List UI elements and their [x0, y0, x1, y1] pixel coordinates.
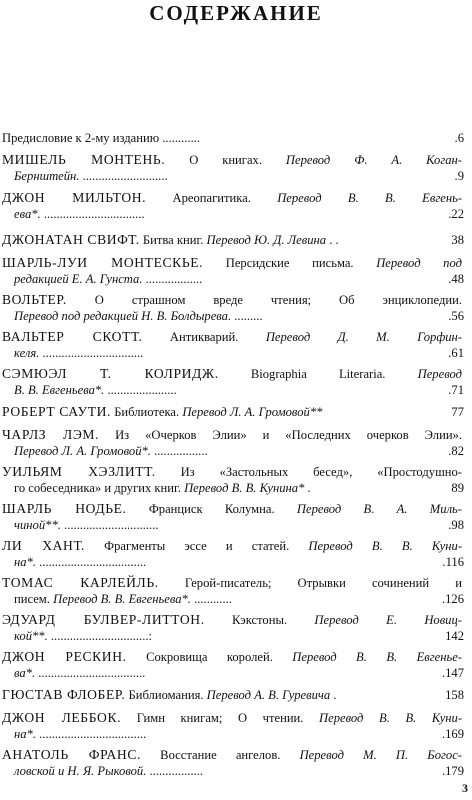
toc-entry-continuation [2, 628, 466, 644]
toc-page-number: 77 [447, 404, 464, 420]
toc-text: Фрагменты эссе и статей. [85, 539, 309, 553]
toc-text: ................. [150, 444, 208, 458]
toc-text: Ареопагитика. [146, 191, 278, 205]
toc-author: ЧАРЛЗ ЛЭМ. [2, 427, 100, 442]
toc-text: ................. [146, 764, 204, 778]
toc-entry [2, 130, 466, 146]
toc-text: го собеседника» и других книг. [14, 481, 185, 495]
toc-translator: Перевод В. В. Евгенье- [292, 650, 462, 664]
toc-entry-line [2, 649, 466, 665]
toc-entry-line [2, 152, 466, 168]
toc-text: Biographia Literaria. [218, 367, 418, 381]
page-title: СОДЕРЖАНИЕ [149, 1, 323, 25]
toc-author: ВАЛЬТЕР СКОТТ. [2, 329, 143, 344]
toc-translator: Перевод В. В. Евгеньева*. [53, 592, 191, 606]
toc-text: Из «Очерков Элии» и «Последних очерков Элии». [99, 428, 462, 442]
toc-translator: Перевод В. А. Миль- [296, 502, 462, 516]
toc-entry [2, 329, 466, 361]
toc-entry [2, 710, 466, 742]
toc-translator: Перевод М. П. Богос- [299, 748, 463, 762]
toc-entry-line [2, 427, 466, 443]
toc-text: ......... [231, 309, 263, 323]
toc-translator: Перевод под редакцией Н. В. Болдырева. [14, 309, 232, 323]
toc-entry-line [2, 501, 466, 517]
toc-entry-continuation [2, 271, 466, 287]
toc-translator: Перевод Ю. Д. Левина [206, 233, 327, 247]
toc-entry [2, 687, 466, 703]
toc-page-number: .22 [444, 206, 464, 222]
toc-text: .................................. [36, 727, 147, 741]
toc-text: Кэкстоны. [204, 613, 315, 627]
toc-page-number: .71 [444, 382, 464, 398]
toc-translator: Перевод Л. А. Громовой** [182, 405, 323, 419]
toc-entry-line [2, 404, 466, 420]
toc-text: ...................... [104, 383, 177, 397]
toc-entry [2, 255, 466, 287]
toc-entry-line [2, 747, 466, 763]
toc-entry-continuation [2, 168, 466, 184]
toc-entry-line [2, 190, 466, 206]
toc-author: ШАРЛЬ НОДЬЕ. [2, 501, 127, 516]
toc-author: ГЮСТАВ ФЛОБЕР. [2, 687, 126, 702]
toc-author: СЭМЮЭЛ Т. КОЛРИДЖ. [2, 366, 219, 381]
toc-entry-continuation [2, 665, 466, 681]
toc-author: ДЖОН МИЛЬТОН. [2, 190, 147, 205]
page-number: 3 [462, 781, 468, 795]
toc-translator: Перевод В. В. Куни- [308, 539, 463, 553]
toc-author: ДЖОН ЛЕББОК. [2, 710, 122, 725]
toc-translator: ва*. [14, 666, 36, 680]
toc-entry [2, 575, 466, 607]
toc-author: ЛИ ХАНТ. [2, 538, 86, 553]
toc-author: МИШЕЛЬ МОНТЕНЬ. [2, 152, 166, 167]
toc-page-number: .82 [444, 443, 464, 459]
toc-entry-continuation [2, 443, 466, 459]
toc-entry [2, 427, 466, 459]
toc-translator: ловской и Н. Я. Рыковой. [14, 764, 147, 778]
toc-page-number: 89 [447, 480, 464, 496]
toc-text: .............................. [60, 518, 159, 532]
toc-translator: Перевод В. В. Кунина* [184, 481, 305, 495]
toc-entry-line [2, 464, 466, 480]
toc-text: Сокровища королей. [126, 650, 293, 664]
toc-author: ЭДУАРД БУЛВЕР-ЛИТТОН. [2, 612, 205, 627]
toc-page-number: .179 [438, 763, 464, 779]
toc-page-number: .126 [438, 591, 464, 607]
toc-author: УИЛЬЯМ ХЭЗЛИТТ. [2, 464, 156, 479]
toc-translator: В. В. Евгеньева*. [14, 383, 105, 397]
toc-entry-line [2, 329, 466, 345]
toc-text: . [304, 481, 311, 495]
toc-text: Библиотека. [111, 405, 183, 419]
toc-page-number: .6 [451, 130, 464, 146]
toc-page-number: .147 [438, 665, 464, 681]
toc-translator: ева*. [14, 207, 41, 221]
toc-text: ............ [190, 592, 232, 606]
toc-entry [2, 747, 466, 779]
toc-author: АНАТОЛЬ ФРАНС. [2, 747, 142, 762]
toc-entry [2, 501, 466, 533]
toc-translator: Перевод Д. М. Горфин- [265, 330, 462, 344]
toc-entry [2, 649, 466, 681]
toc-entry-line [2, 232, 466, 248]
toc-text: .................. [142, 272, 203, 286]
toc-page-number: .98 [444, 517, 464, 533]
toc-text: Предисловие к 2-му изданию [2, 131, 160, 145]
toc-entry [2, 464, 466, 496]
toc-text: .................................. [36, 555, 147, 569]
toc-page-number: .48 [444, 271, 464, 287]
toc-entry-continuation [2, 206, 466, 222]
toc-text: . . [326, 233, 339, 247]
toc-entry-continuation [2, 763, 466, 779]
toc-author: ВОЛЬТЕР. [2, 292, 67, 307]
toc-author: ШАРЛЬ-ЛУИ МОНТЕСКЬЕ. [2, 255, 204, 270]
toc-author: РОБЕРТ САУТИ. [2, 404, 112, 419]
toc-entry [2, 538, 466, 570]
toc-page-number: .9 [451, 168, 464, 184]
toc-text: ............ [159, 131, 201, 145]
toc-entry-line [2, 366, 466, 382]
toc-entry [2, 366, 466, 398]
toc-author: ТОМАС КАРЛЕЙЛЬ. [2, 575, 159, 590]
toc-translator: редакцией Е. А. Гунста. [14, 272, 143, 286]
toc-entry-continuation [2, 726, 466, 742]
toc-entry [2, 404, 466, 420]
toc-entry-line [2, 612, 466, 628]
toc-text: ...............................: [47, 629, 152, 643]
toc-page-number: 158 [441, 687, 464, 703]
toc-page-number: .169 [438, 726, 464, 742]
toc-translator: на*. [14, 555, 36, 569]
toc-entry-continuation [2, 554, 466, 570]
toc-entry-continuation [2, 480, 466, 496]
toc-entry-line [2, 255, 466, 271]
toc-page-number: .116 [438, 554, 464, 570]
toc-translator: Перевод В. В. Евгень- [277, 191, 463, 205]
toc-entry [2, 152, 466, 184]
toc-entry-continuation [2, 591, 466, 607]
toc-translator: Перевод под [376, 256, 462, 270]
toc-translator: Перевод А. В. Гуревича [206, 688, 331, 702]
toc-page-number: .56 [444, 308, 464, 324]
toc-author: ДЖОНАТАН СВИФТ. [2, 232, 140, 247]
toc-entry-continuation [2, 308, 466, 324]
toc-text: О страшном вреде чтения; Об энциклопедии. [66, 293, 462, 307]
toc-entry-line [2, 130, 466, 146]
toc-translator: кой**. [14, 629, 48, 643]
toc-text: О книгах. [165, 153, 286, 167]
toc-translator: Перевод В. В. Куни- [319, 711, 463, 725]
toc-page-number: .61 [444, 345, 464, 361]
toc-text: Гимн книгам; О чтении. [121, 711, 320, 725]
toc-page-number: 38 [447, 232, 464, 248]
toc-text: Из «Застольных бесед», «Простодушно- [155, 465, 463, 479]
toc-translator: Перевод Е. Новиц- [314, 613, 462, 627]
toc-entry [2, 232, 466, 248]
toc-text: Антикварий. [142, 330, 266, 344]
toc-translator: Перевод Л. А. Громовой*. [14, 444, 151, 458]
toc-translator: Перевод [417, 367, 462, 381]
toc-entry-continuation [2, 517, 466, 533]
toc-entry-continuation [2, 382, 466, 398]
toc-text: ................................ [40, 207, 145, 221]
toc-text: .................................. [35, 666, 146, 680]
toc-translator: Перевод Ф. А. Коган- [285, 153, 462, 167]
toc-entry-line [2, 687, 466, 703]
toc-translator: чиной**. [14, 518, 61, 532]
toc-text: ........................... [79, 169, 168, 183]
toc-page-number: 142 [441, 628, 464, 644]
toc-text: . [330, 688, 337, 702]
toc-text: Франциск Колумна. [126, 502, 297, 516]
toc-text: Восстание ангелов. [141, 748, 300, 762]
toc-translator: на*. [14, 727, 36, 741]
toc-entry-continuation [2, 345, 466, 361]
toc-text: Персидские письма. [203, 256, 377, 270]
toc-text: ................................ [39, 346, 144, 360]
toc-entry-line [2, 710, 466, 726]
toc-translator: Бернштейн. [14, 169, 80, 183]
toc-entry-line [2, 538, 466, 554]
toc-text: Герой-писатель; Отрывки сочинений и [158, 576, 462, 590]
toc-entry-line [2, 292, 466, 308]
toc-author: ДЖОН РЕСКИН. [2, 649, 127, 664]
toc-entry [2, 292, 466, 324]
toc-translator: келя. [14, 346, 40, 360]
toc-entry [2, 190, 466, 222]
toc-text: Библиомания. [125, 688, 207, 702]
toc-text: писем. [14, 592, 54, 606]
toc-entry [2, 612, 466, 644]
toc-entry-line [2, 575, 466, 591]
toc-text: Битва книг. [139, 233, 207, 247]
